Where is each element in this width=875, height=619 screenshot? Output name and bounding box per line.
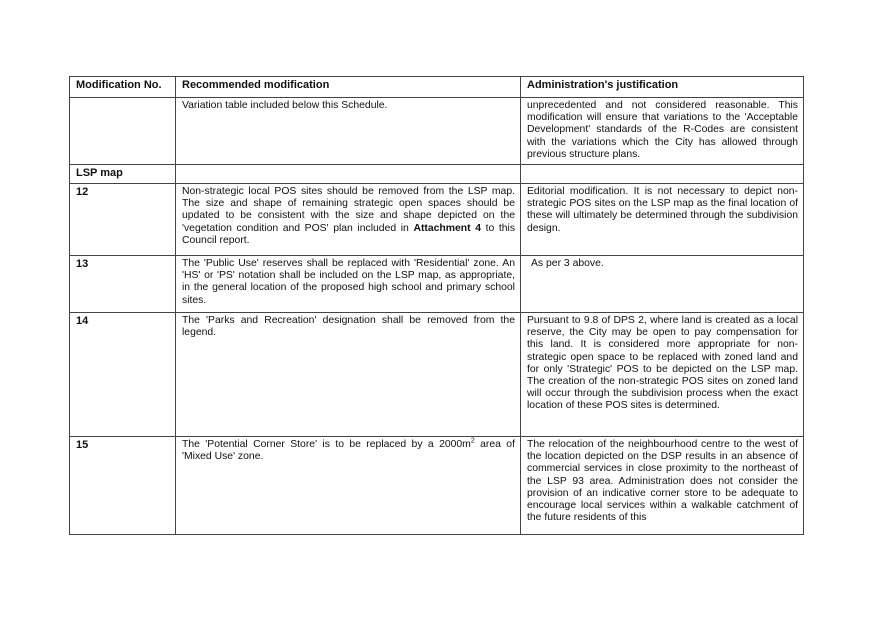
cell-recommended (176, 184, 521, 256)
header-recommended-modification: Recommended modification (176, 77, 521, 98)
cell-modification-no: 13 (70, 256, 176, 313)
cell-modification-no: 12 (70, 184, 176, 256)
section-row-lsp-map (70, 165, 804, 184)
table-row (70, 256, 804, 313)
cell-empty (521, 165, 804, 184)
text-run: Non-strategic local POS sites should be removed from the LSP map. The size and shape of remaining strategic open spaces should be updated to be consistent with the size and shape depicted on the 'vegetation condition and POS' plan included in (182, 186, 515, 234)
text-run: to this Council report. (182, 222, 516, 246)
cell-modification-no (70, 98, 176, 165)
cell-recommended: The 'Public Use' reserves shall be replaced with 'Residential' zone. An 'HS' or 'PS' notation shall be included on the LSP map, as appropriate, in the general location of the proposed high school and primary school sites. (176, 256, 521, 313)
cell-modification-no: 15 (70, 437, 176, 535)
table-row (70, 437, 804, 535)
section-label: LSP map (70, 165, 176, 184)
superscript: 2 (470, 437, 475, 445)
text-run: area of 'Mixed Use' zone. (182, 439, 515, 463)
table-header-row (70, 77, 804, 98)
table-row-continued (70, 98, 804, 165)
table-row (70, 184, 804, 256)
cell-recommended: The 'Parks and Recreation' designation shall be removed from the legend. (176, 313, 521, 437)
cell-empty (176, 165, 521, 184)
cell-recommended: Variation table included below this Schedule. (176, 98, 521, 165)
cell-justification: Editorial modification. It is not necessary to depict non-strategic POS sites on the LSP map as the final location of these will ultimately be determined through the subdivision design. (521, 184, 804, 256)
text-run: The 'Potential Corner Store' is to be replaced by a 2000m (182, 439, 471, 451)
attachment-reference: Attachment 4 (413, 222, 481, 234)
table-row (70, 313, 804, 437)
cell-recommended (176, 437, 521, 535)
modification-schedule-table (69, 76, 804, 535)
cell-justification: Pursuant to 9.8 of DPS 2, where land is created as a local reserve, the City may be open to pay compensation for this land. It is considered more appropriate for non-strategic open space to be replaced with zoned land and for only 'Strategic' POS to be depicted on the LSP map. The creation of the non-strategic POS sites on zoned land will occur through the subdivision process when the exact location of these POS sites is determined. (521, 313, 804, 437)
cell-justification: The relocation of the neighbourhood centre to the west of the location depicted on the DSP results in an absence of commercial services in close proximity to the northeast of the LSP 93 area. Administration does not consider the provision of an indicative corner store to be adequate to encourage local services within a walkable catchment of the future residents of this (521, 437, 804, 535)
header-modification-no: Modification No. (70, 77, 176, 98)
header-administration-justification: Administration's justification (521, 77, 804, 98)
text-run: As per 3 above. (531, 258, 604, 270)
cell-modification-no: 14 (70, 313, 176, 437)
cell-justification: unprecedented and not considered reasonable. This modification will ensure that variations to the 'Acceptable Development' standards of the R-Codes are consistent with the variations which the City has allowed through previous structure plans. (521, 98, 804, 165)
cell-justification (521, 256, 804, 313)
